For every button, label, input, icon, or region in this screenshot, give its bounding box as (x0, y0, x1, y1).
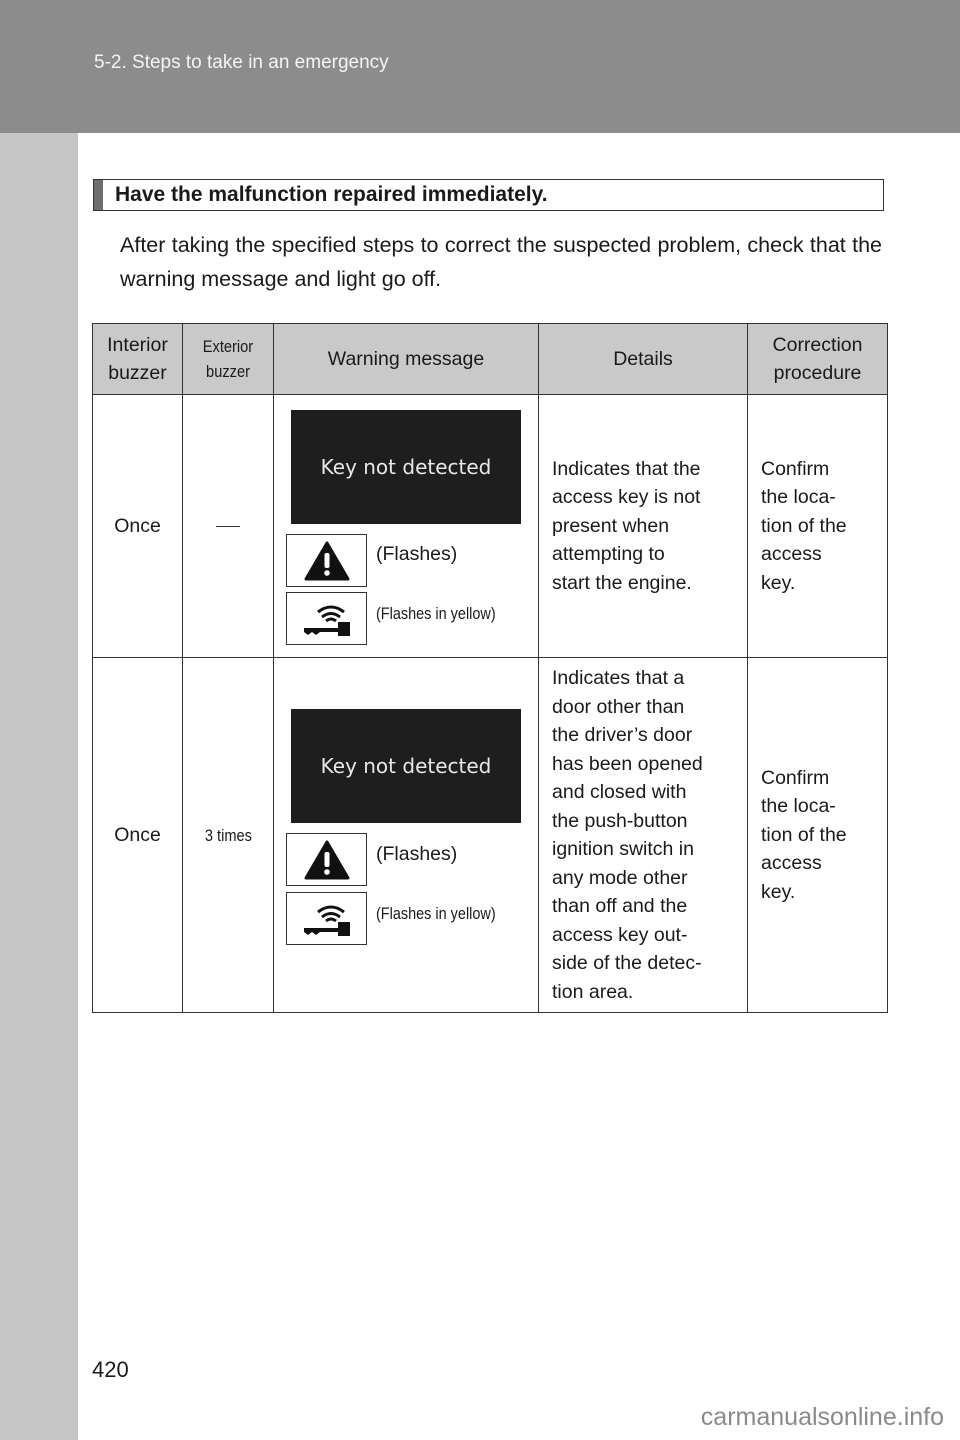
warning-message-cell (274, 658, 539, 1013)
interior-buzzer-cell: Once (93, 658, 183, 1013)
col-header-exterior: Exterior buzzer (183, 324, 274, 395)
table-header-row (93, 324, 888, 395)
col-header-details: Details (539, 324, 748, 395)
warning-triangle-icon (286, 833, 367, 886)
flashes-yellow-label: (Flashes in yellow) (376, 904, 496, 923)
correction-cell: Confirm the loca- tion of the access key. (748, 395, 888, 658)
correction-cell: Confirm the loca- tion of the access key. (748, 658, 888, 1013)
exterior-buzzer-cell (183, 658, 274, 1013)
details-cell: Indicates that the access key is not present when attempting to start the engine. (539, 395, 748, 658)
exterior-count: 3 times (204, 825, 252, 845)
page-number: 420 (92, 1357, 129, 1382)
interior-buzzer-cell: Once (93, 395, 183, 658)
flashes-label: (Flashes) (376, 543, 458, 565)
heading-bar (94, 180, 103, 210)
col-header-correction: Correction procedure (748, 324, 888, 395)
screen-text: Key not detected (320, 455, 492, 479)
flashes-label: (Flashes) (376, 843, 458, 865)
table-row (93, 395, 888, 658)
section-title: 5-2. Steps to take in an emergency (94, 52, 389, 73)
watermark: carmanualsonline.info (700, 1403, 944, 1431)
heading-text: Have the malfunction repaired immediately. (115, 183, 548, 206)
display-screen (291, 709, 521, 823)
intro-paragraph: After taking the specified steps to correct the suspected problem, check that the warning message and light go off. (120, 233, 882, 291)
display-screen (291, 410, 521, 524)
dash-mark (216, 526, 240, 527)
col-header-interior: Interior buzzer (93, 324, 183, 395)
warning-table (92, 323, 888, 1013)
smart-key-indicator-icon (286, 592, 367, 645)
heading-box (93, 179, 884, 211)
warning-message-cell (274, 395, 539, 658)
details-cell: Indicates that a door other than the driver’s door has been opened and closed with the push-button ignition switch in any mode other than off and the access key out- side of the detec- tion area. (539, 658, 748, 1013)
warning-triangle-icon (286, 534, 367, 587)
left-margin-strip (0, 133, 78, 1440)
table-row (93, 658, 888, 1013)
smart-key-indicator-icon (286, 892, 367, 945)
screen-text: Key not detected (320, 754, 492, 778)
exterior-buzzer-cell (183, 395, 274, 658)
col-header-message: Warning message (274, 324, 539, 395)
flashes-yellow-label: (Flashes in yellow) (376, 604, 496, 623)
